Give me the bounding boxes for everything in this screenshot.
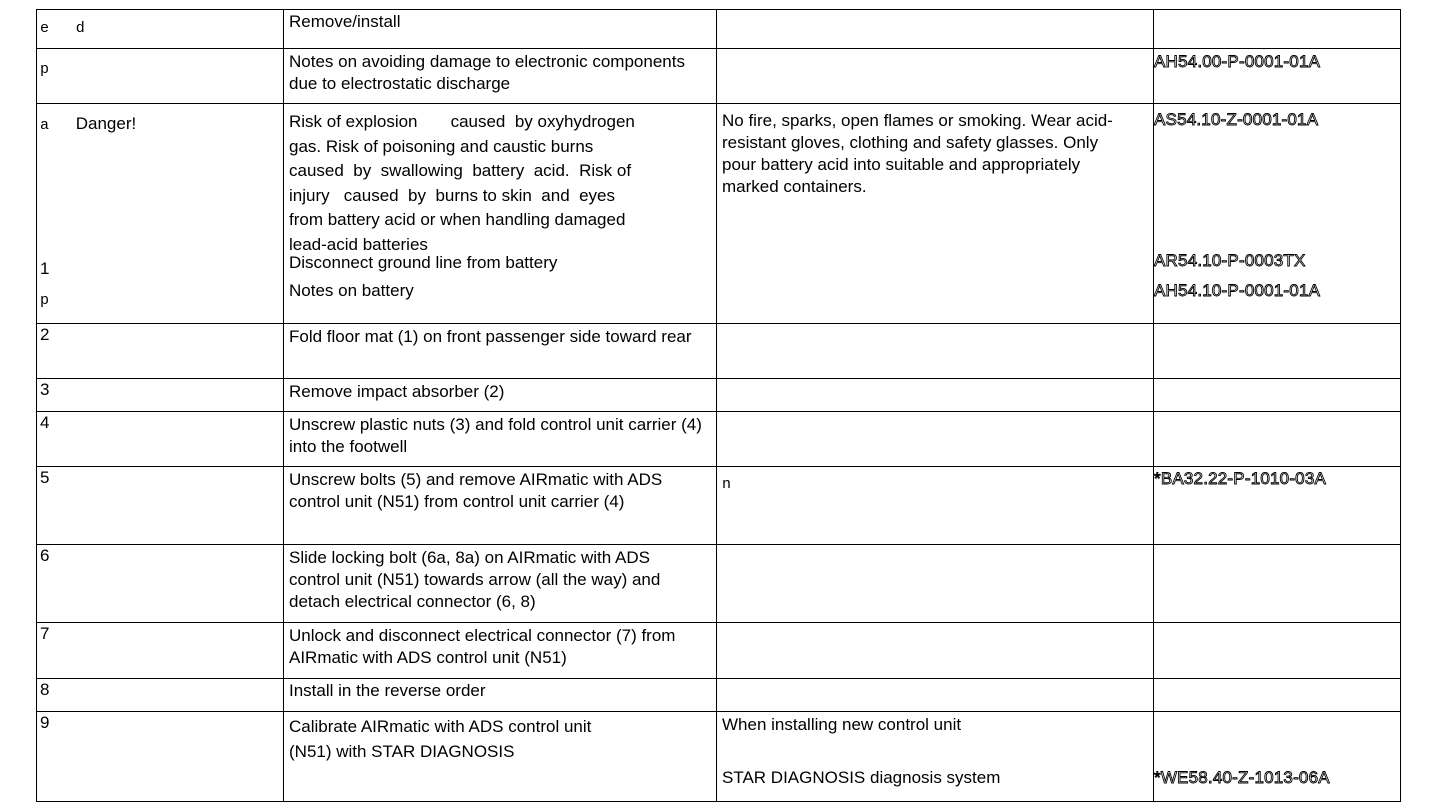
- reference-link[interactable]: *WE58.40-Z-1013-06A: [1154, 768, 1330, 787]
- description-cell: [284, 623, 717, 679]
- description-cell: [284, 10, 717, 49]
- description-cell: [284, 412, 717, 467]
- reference-link[interactable]: AH54.00-P-0001-01A: [1154, 52, 1321, 71]
- note-cell: [717, 379, 1154, 412]
- step-cell: [37, 412, 284, 467]
- step-number: 9: [40, 713, 50, 732]
- reference-link[interactable]: AS54.10-Z-0001-01A: [1154, 110, 1319, 129]
- step-cell: [37, 49, 284, 104]
- step-cell: [37, 623, 284, 679]
- description-cell: [284, 467, 717, 545]
- reference-cell: [1154, 379, 1401, 412]
- danger-symbol: a: [40, 117, 50, 134]
- reference-cell: [1154, 545, 1401, 623]
- note-cell: [717, 623, 1154, 679]
- description-cell: [284, 104, 717, 324]
- step-description: Unscrew plastic nuts (3) and fold control unit carrier (4) into the footwell: [289, 415, 702, 456]
- table-row: [37, 379, 1401, 412]
- note-cell: [717, 467, 1154, 545]
- description-cell: [284, 679, 717, 712]
- step-cell: [37, 467, 284, 545]
- step-note: When installing new control unit: [722, 715, 962, 734]
- reference-cell: [1154, 49, 1401, 104]
- step-symbol: p: [40, 292, 50, 309]
- reference-link[interactable]: *BA32.22-P-1010-03A: [1154, 469, 1327, 488]
- step-description: Disconnect ground line from battery: [289, 253, 558, 272]
- step-cell: [37, 379, 284, 412]
- table-row: [37, 324, 1401, 379]
- step-description: Notes on battery: [289, 281, 414, 300]
- danger-label: Danger!: [75, 114, 137, 133]
- note-cell: [717, 49, 1154, 104]
- reference-cell: [1154, 104, 1401, 324]
- step-description: Notes on avoiding damage to electronic components due to electrostatic discharge: [289, 52, 685, 93]
- danger-precautions: No fire, sparks, open flames or smoking. Wear acid-resistant gloves, clothing and safety glasses. Only pour battery acid into suitable and appropriately marked containers.: [722, 111, 1113, 196]
- note-cell: [717, 104, 1154, 324]
- step-note-secondary: STAR DIAGNOSIS diagnosis system: [722, 768, 1001, 787]
- note-cell: [717, 679, 1154, 712]
- remove-install-symbol: e: [40, 20, 50, 37]
- note-cell: [717, 545, 1154, 623]
- remove-install-symbol-2: d: [75, 20, 85, 37]
- description-cell: [284, 712, 717, 802]
- table-row: [37, 623, 1401, 679]
- description-cell: [284, 545, 717, 623]
- reference-cell: [1154, 467, 1401, 545]
- step-symbol: p: [40, 61, 50, 78]
- step-description: Fold floor mat (1) on front passenger side toward rear: [289, 327, 692, 346]
- step-number: 7: [40, 624, 50, 643]
- table-row: [37, 545, 1401, 623]
- reference-cell: [1154, 623, 1401, 679]
- step-cell: [37, 679, 284, 712]
- description-cell: [284, 49, 717, 104]
- row-title: Remove/install: [289, 12, 401, 31]
- reference-link[interactable]: AH54.10-P-0001-01A: [1154, 281, 1321, 300]
- reference-link[interactable]: AR54.10-P-0003TX: [1154, 251, 1306, 270]
- step-description: Slide locking bolt (6a, 8a) on AIRmatic with ADS control unit (N51) towards arrow (all the way) and detach electrical connector (6, 8): [289, 548, 661, 611]
- note-cell: [717, 10, 1154, 49]
- note-symbol: n: [722, 476, 732, 493]
- step-number: 5: [40, 468, 50, 487]
- step-cell: [37, 104, 284, 324]
- reference-cell: [1154, 324, 1401, 379]
- step-description: Calibrate AIRmatic with ADS control unit (N51) with STAR DIAGNOSIS: [289, 717, 592, 761]
- step-number: 8: [40, 680, 50, 699]
- note-cell: [717, 324, 1154, 379]
- step-description: Install in the reverse order: [289, 681, 486, 700]
- step-cell: [37, 324, 284, 379]
- step-description: Remove impact absorber (2): [289, 382, 505, 401]
- table-row: [37, 104, 1401, 324]
- step-number: 6: [40, 546, 50, 565]
- step-cell: [37, 712, 284, 802]
- table-row: [37, 467, 1401, 545]
- reference-cell: [1154, 10, 1401, 49]
- procedure-table: [36, 9, 1401, 802]
- step-cell: [37, 10, 284, 49]
- description-cell: [284, 324, 717, 379]
- description-cell: [284, 379, 717, 412]
- table-row: [37, 10, 1401, 49]
- step-number: 4: [40, 413, 50, 432]
- note-cell: [717, 412, 1154, 467]
- table-row: [37, 49, 1401, 104]
- table-row: [37, 712, 1401, 802]
- reference-cell: [1154, 679, 1401, 712]
- reference-cell: [1154, 712, 1401, 802]
- step-description: Unlock and disconnect electrical connector (7) from AIRmatic with ADS control unit (N51): [289, 626, 676, 667]
- step-description: Unscrew bolts (5) and remove AIRmatic with ADS control unit (N51) from control unit carrier (4): [289, 470, 663, 511]
- step-number: 3: [40, 380, 50, 399]
- note-cell: [717, 712, 1154, 802]
- table-row: [37, 679, 1401, 712]
- danger-text: Risk of explosion caused by oxyhydrogen gas. Risk of poisoning and caustic burns caused by swallowing battery acid. Risk of injury caused by burns to skin and eyes from battery acid or when handling damaged lead-acid batteries: [289, 112, 635, 254]
- reference-cell: [1154, 412, 1401, 467]
- table-row: [37, 412, 1401, 467]
- step-number: 2: [40, 325, 50, 344]
- step-number: 1: [40, 259, 50, 278]
- step-cell: [37, 545, 284, 623]
